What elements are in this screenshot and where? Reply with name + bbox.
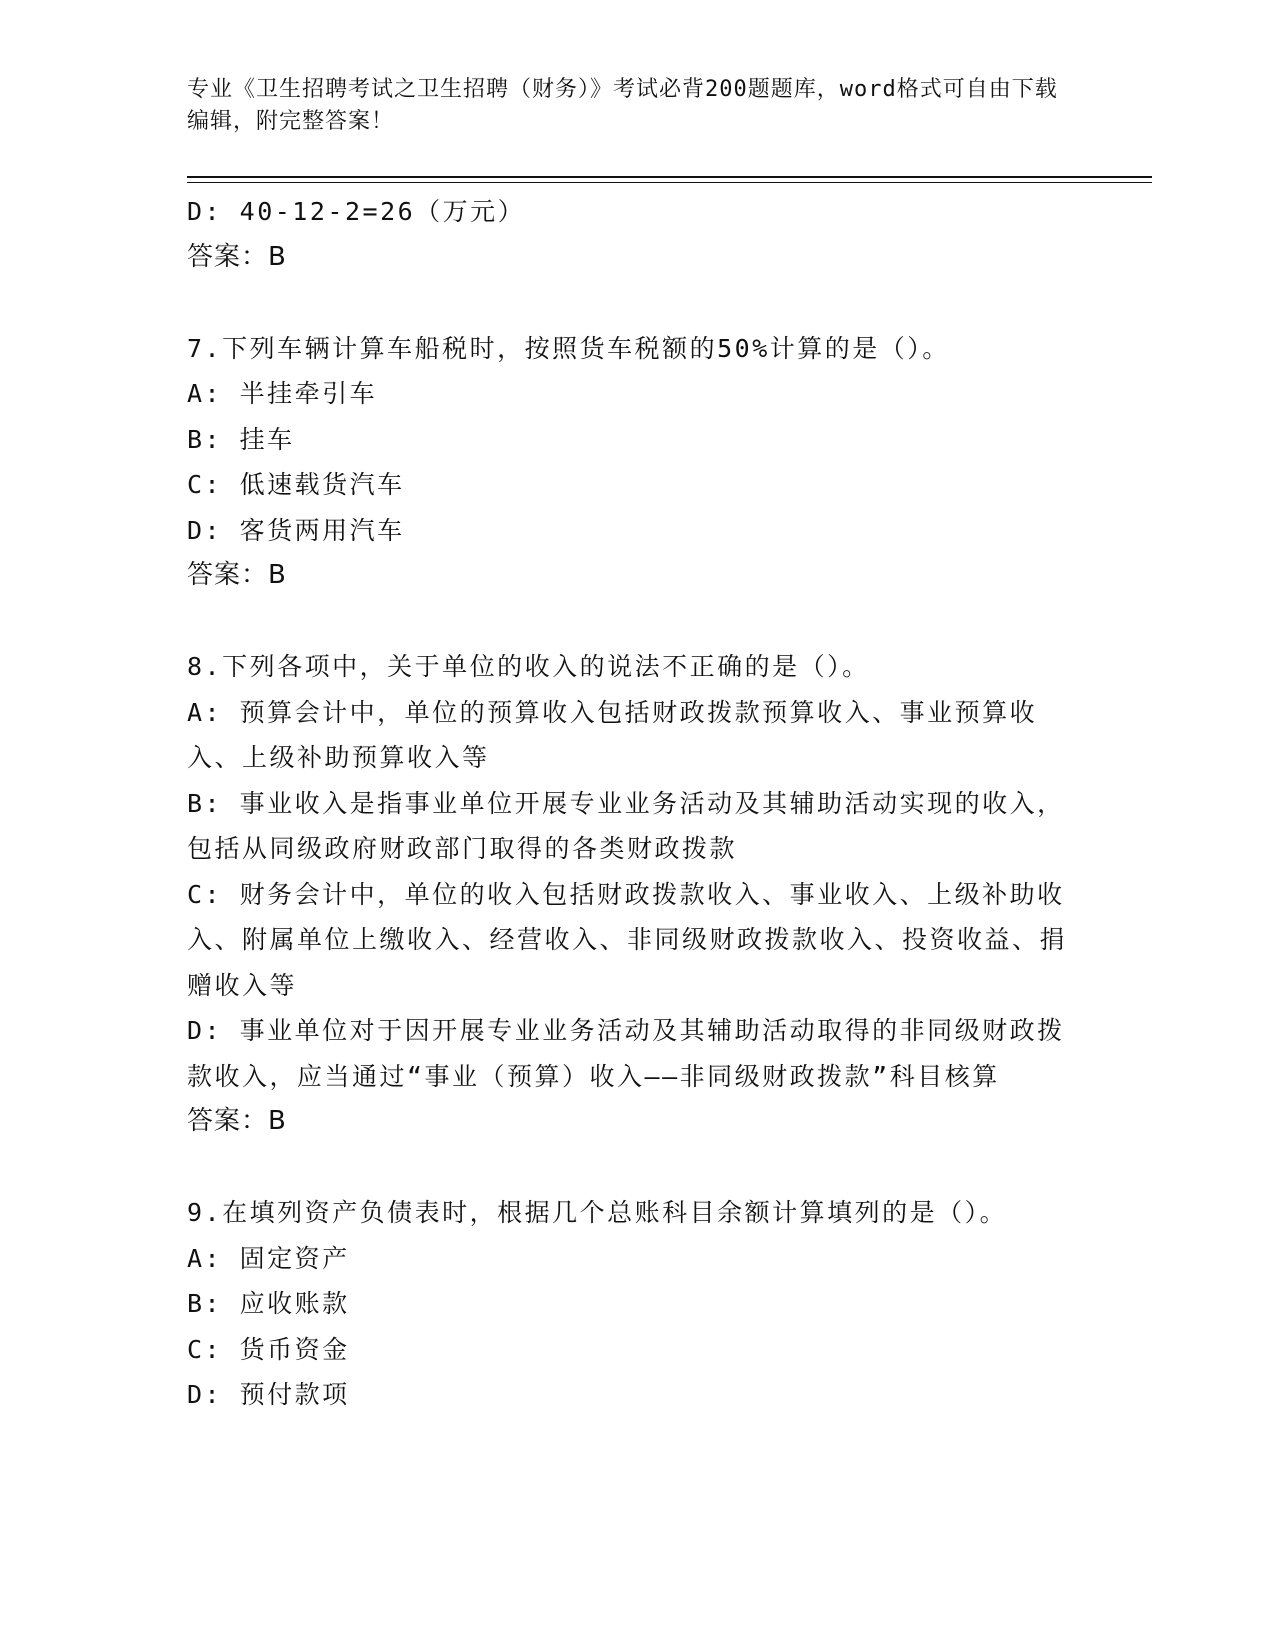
answer-line: 答案：B (187, 560, 287, 590)
option-b: B: 事业收入是指事业单位开展专业业务活动及其辅助活动实现的收入，包括从同级政府财政部门取得的各类财政拨款 (187, 788, 1065, 863)
option-d: D: 客货两用汽车 (187, 515, 405, 545)
option-b: B: 应收账款 (187, 1289, 350, 1318)
previous-question-tail (187, 189, 1077, 280)
question-9 (187, 1190, 1077, 1418)
option-a: A: 预算会计中，单位的预算收入包括财政拨款预算收入、事业预算收入、上级补助预算收入等 (187, 697, 1038, 772)
answer-line: 答案：B (187, 241, 287, 272)
question-8 (187, 644, 1077, 1145)
option-d: D: 预付款项 (187, 1380, 350, 1409)
option-c: C: 低速载货汽车 (187, 470, 405, 499)
document-body (187, 189, 1077, 1418)
question-stem: 9.在填列资产负债表时，根据几个总账科目余额计算填列的是（）。 (187, 1198, 1008, 1227)
option-a: A: 半挂牵引车 (187, 379, 378, 408)
option-c: C: 财务会计中，单位的收入包括财政拨款收入、事业收入、上级补助收入、附属单位上缴收入、经营收入、非同级财政拨款收入、投资收益、捐赠收入等 (187, 879, 1068, 1000)
header-divider-thin (187, 182, 1152, 183)
option-b: B: 挂车 (187, 424, 295, 454)
answer-line: 答案：B (187, 1106, 287, 1136)
question-7 (187, 326, 1077, 599)
header-divider (187, 176, 1152, 178)
option-a: A: 固定资产 (187, 1243, 350, 1273)
document-header: 专业《卫生招聘考试之卫生招聘（财务）》考试必背200题题库，word格式可自由下载编辑，附完整答案！ (187, 77, 1058, 134)
spacer (187, 599, 1077, 645)
spacer (187, 1145, 1077, 1191)
spacer (187, 280, 1077, 326)
option-d: D: 40-12-2=26（万元） (187, 197, 526, 226)
question-stem: 8.下列各项中，关于单位的收入的说法不正确的是（）。 (187, 652, 870, 681)
question-stem: 7.下列车辆计算车船税时，按照货车税额的50%计算的是（）。 (187, 333, 950, 363)
option-c: C: 货币资金 (187, 1334, 350, 1364)
option-d: D: 事业单位对于因开展专业业务活动及其辅助活动取得的非同级财政拨款收入，应当通过“事业（预算）收入——非同级财政拨款”科目核算 (187, 1016, 1065, 1091)
